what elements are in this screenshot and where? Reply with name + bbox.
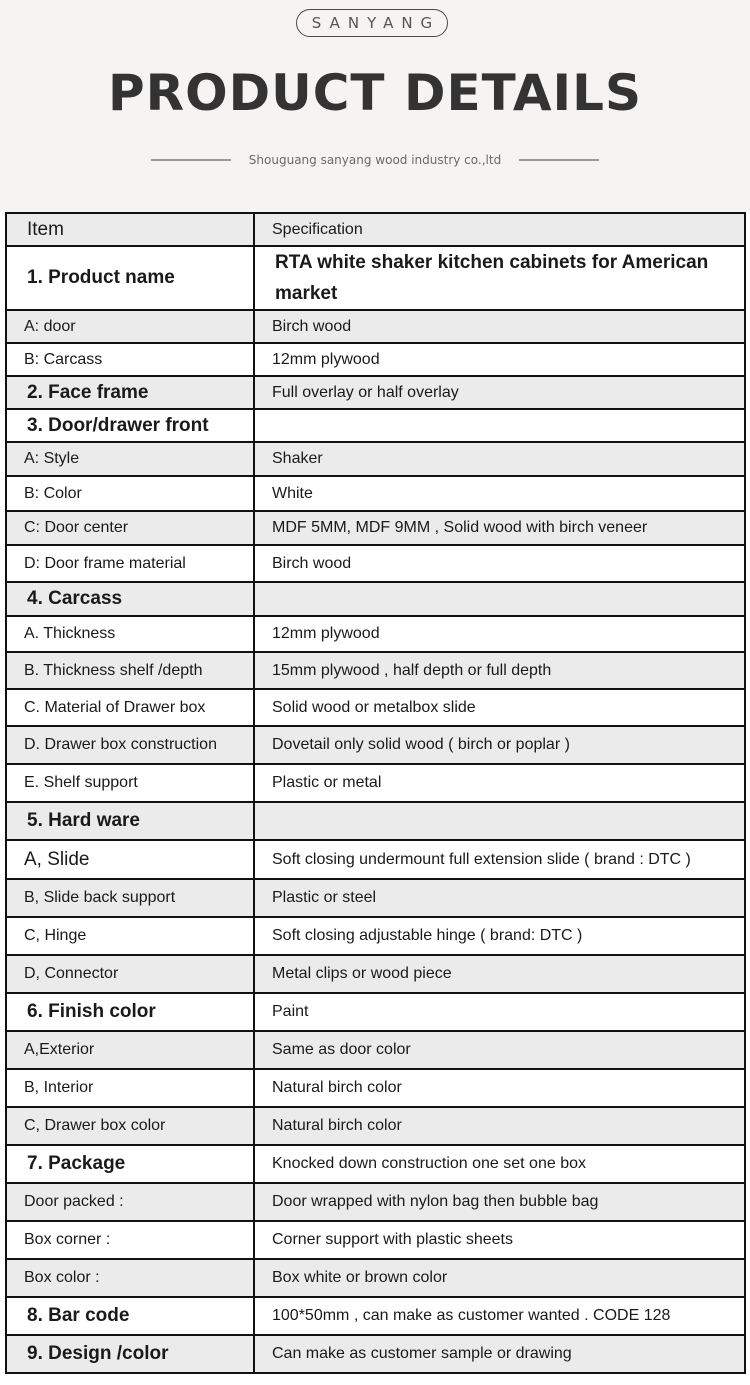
company-line	[0, 150, 750, 170]
table-row	[6, 1031, 745, 1069]
spec-cell: Same as door color	[254, 1031, 745, 1069]
table-header-row	[6, 213, 745, 246]
item-cell: A, Slide	[6, 840, 254, 879]
spec-cell: White	[254, 476, 745, 511]
spec-cell: RTA white shaker kitchen cabinets for American market	[254, 246, 745, 310]
table-row	[6, 409, 745, 442]
spec-cell	[254, 802, 745, 840]
spec-cell: Paint	[254, 993, 745, 1031]
table-row	[6, 879, 745, 917]
table-row	[6, 376, 745, 409]
item-cell: Box corner :	[6, 1221, 254, 1259]
item-cell: B, Interior	[6, 1069, 254, 1107]
header-item: Item	[6, 213, 254, 246]
item-cell: A: door	[6, 310, 254, 343]
item-cell: 5. Hard ware	[6, 802, 254, 840]
table-row	[6, 310, 745, 343]
item-cell: B: Color	[6, 476, 254, 511]
brand-logo: SANYANG	[296, 9, 448, 37]
table-row	[6, 476, 745, 511]
table-row	[6, 802, 745, 840]
spec-cell: Plastic or steel	[254, 879, 745, 917]
divider-right	[519, 159, 599, 161]
spec-cell: Birch wood	[254, 310, 745, 343]
spec-cell: Soft closing undermount full extension slide ( brand : DTC )	[254, 840, 745, 879]
table-row	[6, 652, 745, 689]
item-cell: E. Shelf support	[6, 764, 254, 802]
spec-cell: 15mm plywood , half depth or full depth	[254, 652, 745, 689]
item-cell: 3. Door/drawer front	[6, 409, 254, 442]
item-cell: D. Drawer box construction	[6, 726, 254, 764]
spec-cell: Corner support with plastic sheets	[254, 1221, 745, 1259]
spec-cell	[254, 582, 745, 616]
table-row	[6, 442, 745, 476]
table-row	[6, 1107, 745, 1145]
table-row	[6, 246, 745, 310]
item-cell: B, Slide back support	[6, 879, 254, 917]
table-row	[6, 726, 745, 764]
table-row	[6, 955, 745, 993]
spec-cell: Birch wood	[254, 545, 745, 582]
item-cell: 9. Design /color	[6, 1335, 254, 1373]
spec-cell: Metal clips or wood piece	[254, 955, 745, 993]
table-row	[6, 1069, 745, 1107]
item-cell: D, Connector	[6, 955, 254, 993]
spec-cell: 100*50mm , can make as customer wanted . CODE 128	[254, 1297, 745, 1335]
spec-cell: Natural birch color	[254, 1107, 745, 1145]
table-row	[6, 917, 745, 955]
spec-cell: Plastic or metal	[254, 764, 745, 802]
item-cell: 1. Product name	[6, 246, 254, 310]
table-row	[6, 1259, 745, 1297]
table-row	[6, 993, 745, 1031]
item-cell: B: Carcass	[6, 343, 254, 376]
item-cell: Box color :	[6, 1259, 254, 1297]
spec-cell	[254, 409, 745, 442]
item-cell: A,Exterior	[6, 1031, 254, 1069]
item-cell: A. Thickness	[6, 616, 254, 652]
table-row	[6, 582, 745, 616]
header-spec: Specification	[254, 213, 745, 246]
item-cell: 2. Face frame	[6, 376, 254, 409]
company-name: Shouguang sanyang wood industry co.,ltd	[248, 153, 502, 167]
table-row	[6, 1297, 745, 1335]
spec-table	[5, 212, 746, 1374]
table-row	[6, 689, 745, 726]
item-cell: B. Thickness shelf /depth	[6, 652, 254, 689]
spec-cell: Knocked down construction one set one box	[254, 1145, 745, 1183]
item-cell: Door packed :	[6, 1183, 254, 1221]
spec-cell: Can make as customer sample or drawing	[254, 1335, 745, 1373]
table-row	[6, 1221, 745, 1259]
item-cell: 6. Finish color	[6, 993, 254, 1031]
spec-cell: 12mm plywood	[254, 616, 745, 652]
page-title: PRODUCT DETAILS	[107, 64, 643, 122]
table-row	[6, 616, 745, 652]
item-cell: C, Hinge	[6, 917, 254, 955]
table-row	[6, 545, 745, 582]
item-cell: 7. Package	[6, 1145, 254, 1183]
spec-cell: Natural birch color	[254, 1069, 745, 1107]
spec-cell: Full overlay or half overlay	[254, 376, 745, 409]
item-cell: D: Door frame material	[6, 545, 254, 582]
spec-cell: Dovetail only solid wood ( birch or poplar )	[254, 726, 745, 764]
table-row	[6, 1183, 745, 1221]
divider-left	[151, 159, 231, 161]
item-cell: 4. Carcass	[6, 582, 254, 616]
table-row	[6, 840, 745, 879]
item-cell: C. Material of Drawer box	[6, 689, 254, 726]
spec-cell: Solid wood or metalbox slide	[254, 689, 745, 726]
item-cell: C, Drawer box color	[6, 1107, 254, 1145]
table-row	[6, 1335, 745, 1373]
item-cell: A: Style	[6, 442, 254, 476]
table-row	[6, 511, 745, 545]
item-cell: 8. Bar code	[6, 1297, 254, 1335]
spec-cell: Soft closing adjustable hinge ( brand: DTC )	[254, 917, 745, 955]
table-row	[6, 1145, 745, 1183]
spec-cell: Box white or brown color	[254, 1259, 745, 1297]
spec-cell: MDF 5MM, MDF 9MM , Solid wood with birch veneer	[254, 511, 745, 545]
table-row	[6, 343, 745, 376]
spec-cell: Door wrapped with nylon bag then bubble bag	[254, 1183, 745, 1221]
page-header	[0, 0, 750, 212]
spec-cell: Shaker	[254, 442, 745, 476]
table-row	[6, 764, 745, 802]
item-cell: C: Door center	[6, 511, 254, 545]
spec-cell: 12mm plywood	[254, 343, 745, 376]
